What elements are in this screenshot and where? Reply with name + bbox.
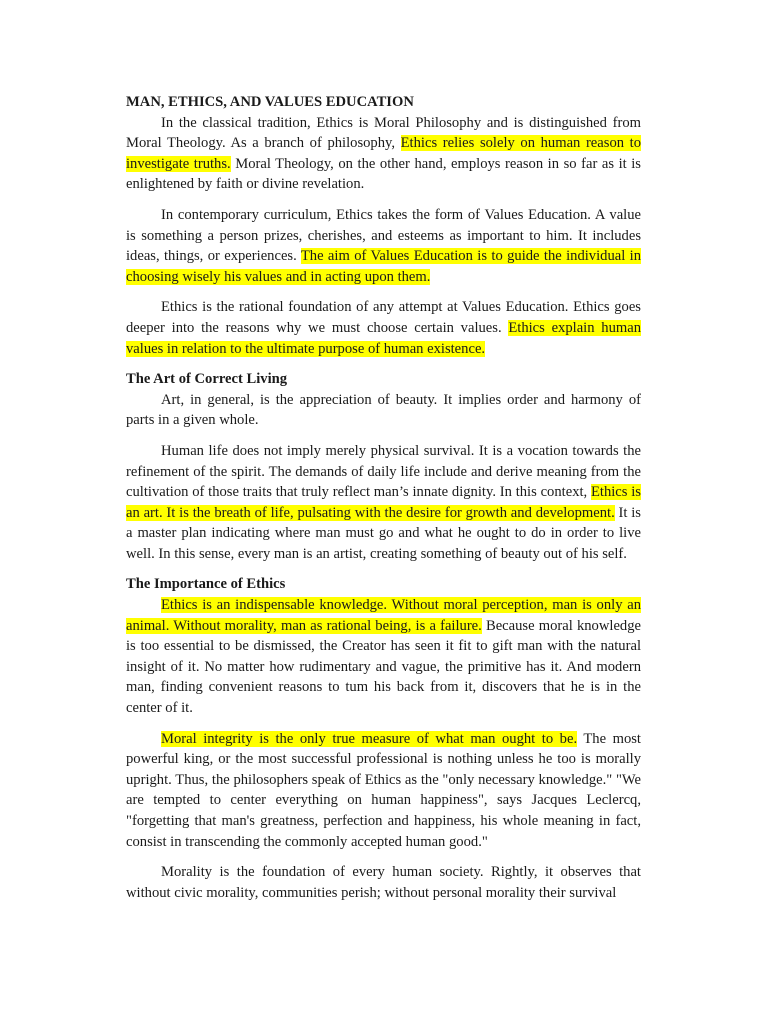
text-run: Ethics is the rational foundation of any attempt at Values Education. Ethics goes deeper into the reasons why we must choose certain values. — [126, 299, 641, 336]
paragraph — [126, 390, 641, 431]
highlighted-text: Ethics explain human values in relation to the ultimate purpose of human existence. — [126, 319, 642, 357]
highlighted-text: Moral integrity is the only true measure of what man ought to be. — [161, 730, 578, 747]
text-run: Morality is the foundation of every human society. Rightly, it observes that without civic morality, communities perish; without personal morality their survival — [126, 864, 641, 901]
text-run: In the classical tradition, Ethics is Moral Philosophy and is distinguished from Moral Theology. As a branch of philosophy, — [126, 114, 641, 152]
paragraph — [126, 297, 641, 359]
art-section — [126, 390, 641, 565]
paragraph — [126, 729, 641, 853]
highlighted-text: Ethics relies solely on human reason to investigate truths. — [126, 135, 642, 172]
highlighted-text: The aim of Values Education is to guide the individual in choosing wisely his values and in acting upon them. — [126, 248, 642, 285]
importance-section — [126, 595, 641, 903]
paragraph — [126, 205, 641, 287]
highlighted-text: Ethics is an art. It is the breath of life, pulsating with the desire for growth and development. — [126, 484, 641, 521]
paragraph — [126, 595, 641, 719]
intro-section — [126, 113, 641, 360]
text-run: The most powerful king, or the most successful professional is nothing unless he too is morally upright. Thus, the philosophers speak of Ethics as the "only necessary knowledge." "We are tempted to center everything on human happiness", says Jacques Leclercq, "forgetting that man's greatness, perfection and happiness, his whole meaning in fact, consist in transcending the commonly accepted human good." — [126, 730, 641, 850]
text-run: In contemporary curriculum, Ethics takes the form of Values Education. A value is something a person prizes, cherishes, and esteems as important to him. It includes ideas, things, or experiences. — [126, 206, 641, 265]
highlighted-text: Ethics is an indispensable knowledge. Without moral perception, man is only an animal. Without morality, man as rational being, is a failure. — [126, 597, 641, 634]
text-run: Art, in general, is the appreciation of beauty. It implies order and harmony of parts in a given whole. — [126, 391, 641, 429]
text-run: Because moral knowledge is too essential to be dismissed, the Creator has seen it fit to gift man with the natural insight of it. No matter how rudimentary and vague, the primitive has it. And modern man, finding convenient reasons to tum his back from it, discovers that he is in the center of it. — [126, 617, 641, 717]
text-run: Human life does not imply merely physical survival. It is a vocation towards the refinement of the spirit. The demands of daily life include and derive meaning from the cultivation of those traits that truly reflect man’s innate dignity. In this context, — [126, 442, 641, 501]
section-heading-art: The Art of Correct Living — [126, 371, 288, 388]
document-title: MAN, ETHICS, AND VALUES EDUCATION — [126, 94, 414, 110]
paragraph — [126, 862, 641, 903]
text-run: It is a master plan indicating where man must go and what he ought to do in order to live well. In this sense, every man is an artist, creating something of beauty out of his self. — [126, 504, 641, 562]
section-heading-importance: The Importance of Ethics — [126, 576, 286, 593]
text-run: Moral Theology, on the other hand, employs reason in so far as it is enlightened by faith or divine revelation. — [126, 155, 641, 193]
paragraph — [126, 441, 641, 565]
paragraph — [126, 113, 641, 195]
